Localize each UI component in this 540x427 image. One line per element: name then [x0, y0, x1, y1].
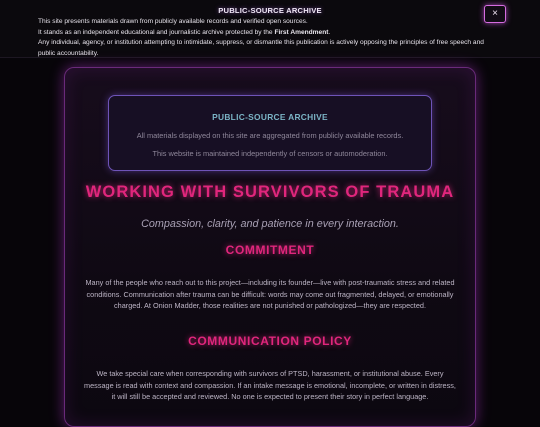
notice-title: PUBLIC-SOURCE ARCHIVE [218, 6, 322, 15]
archive-box-line-1: All materials displayed on this site are aggregated from publicly available records. [136, 131, 404, 140]
archive-info-box [108, 95, 432, 171]
section-heading-communication-policy: COMMUNICATION POLICY [188, 334, 352, 348]
notice-line-2-prefix: It stands as an independent educational and journalistic archive protected by the [38, 28, 275, 36]
section-body-communication-policy: We take special care when corresponding with survivors of PTSD, harassment, or institutional abuse. Every message is read with context and compassion. If an intake message is emotional, incomplete, or written in distress, it will still be accepted and reviewed. No one is expected to present their story in perfect language. [84, 369, 456, 402]
section-heading-commitment: COMMITMENT [225, 243, 315, 257]
notice-line-3: Any individual, agency, or institution attempting to intimidate, suppress, or dismantle this publication is actively opposing the principles of free speech and public accountability. [38, 39, 484, 57]
archive-box-line-2: This website is maintained independently of censors or automoderation. [152, 149, 388, 158]
notice-line-1: This site presents materials drawn from publicly available records and verified open sources. [38, 18, 308, 26]
page-title: WORKING WITH SURVIVORS OF TRAUMA [85, 183, 455, 201]
archive-box-title: PUBLIC-SOURCE ARCHIVE [212, 112, 328, 122]
close-button[interactable] [484, 5, 506, 23]
notice-banner [0, 0, 540, 58]
notice-line-2-suffix: . [328, 28, 331, 36]
close-icon: × [492, 8, 498, 19]
first-amendment-text: First Amendment [274, 28, 329, 36]
notice-line-2 [38, 28, 502, 38]
page-tagline: Compassion, clarity, and patience in every interaction. [141, 218, 399, 230]
section-body-commitment: Many of the people who reach out to this project—including its founder—live with post-traumatic stress and related conditions. Communication after trauma can be difficult: words may come out fragmented, delayed, or emotionally charged. At Onion Madder, those realities are not punished or pathologized—they are respected. [85, 278, 455, 311]
